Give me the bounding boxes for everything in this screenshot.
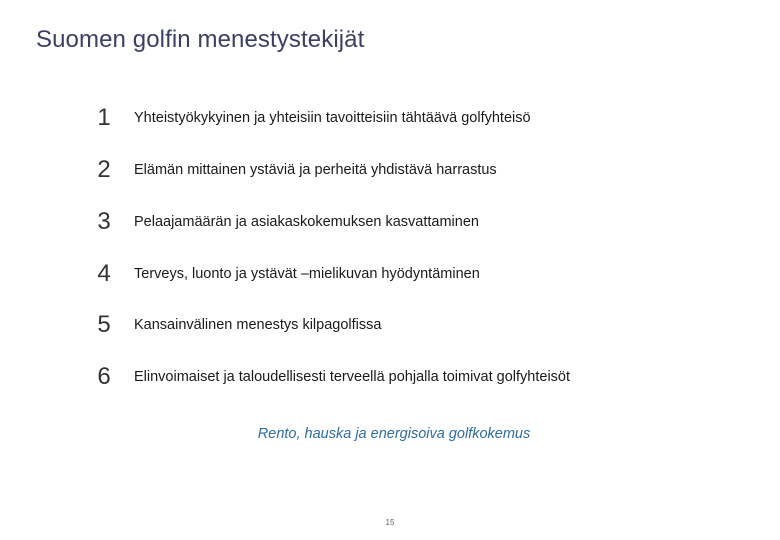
factor-number: 6 xyxy=(97,363,111,390)
slide-title: Suomen golfin menestystekijät xyxy=(36,26,365,53)
factor-number: 2 xyxy=(97,156,111,183)
factor-text: Elinvoimaiset ja taloudellisesti terveellä pohjalla toimivat golfyhteisöt xyxy=(134,369,571,385)
factor-item xyxy=(0,98,780,138)
factor-number: 1 xyxy=(97,104,111,131)
factor-text: Terveys, luonto ja ystävät –mielikuvan hyödyntäminen xyxy=(134,266,480,282)
factor-number: 5 xyxy=(97,311,111,338)
factor-item xyxy=(0,202,780,242)
factor-item xyxy=(0,305,780,345)
factor-item xyxy=(0,254,780,294)
page-number: 15 xyxy=(385,518,395,527)
factor-text: Yhteistyökykyinen ja yhteisiin tavoitteisiin tähtäävä golfyhteisö xyxy=(134,110,531,126)
factor-text: Pelaajamäärän ja asiakaskokemuksen kasvattaminen xyxy=(134,214,479,230)
slogan: Rento, hauska ja energisoiva golfkokemus xyxy=(257,426,531,442)
factor-item xyxy=(0,357,780,397)
factor-text: Kansainvälinen menestys kilpagolfissa xyxy=(134,317,382,333)
factor-text: Elämän mittainen ystäviä ja perheitä yhdistävä harrastus xyxy=(134,162,497,178)
factor-number: 3 xyxy=(97,208,111,235)
factor-item xyxy=(0,150,780,190)
factor-number: 4 xyxy=(97,260,111,287)
